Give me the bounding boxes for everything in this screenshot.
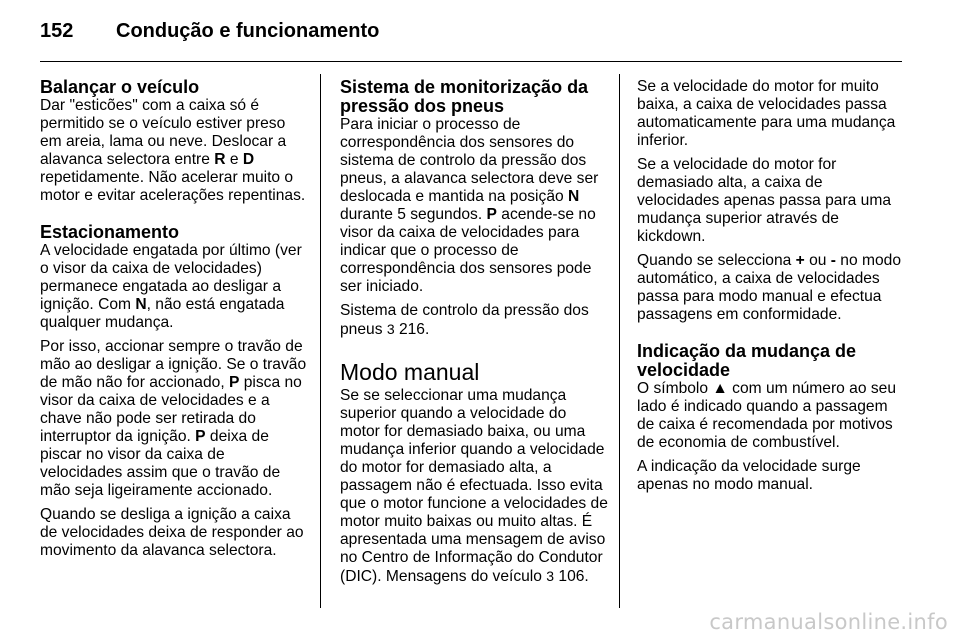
paragraph-estacionamento-1: [40, 242, 308, 332]
gear-letter-n: N: [135, 296, 147, 313]
section-title-balancar: Balançar o veículo: [40, 77, 200, 97]
gear-letter-p: P: [228, 374, 240, 391]
page-reference-arrow-icon: 3: [386, 321, 395, 337]
text-run: Sistema de controlo da pressão dos pneus: [340, 302, 589, 338]
paragraph-indicacao-1: [637, 380, 905, 452]
column-divider-1: [320, 74, 321, 608]
page-number: 152: [40, 20, 74, 42]
column-2: [340, 78, 608, 592]
chapter-title: Condução e funcionamento: [116, 20, 380, 42]
section-title-indicacao-mudanca: Indicação da mudança de velocidade: [637, 341, 857, 380]
text-run: Dar "esticões" com a caixa só é permitido se o veículo estiver preso em areia, lama ou neve. Deslocar a alavanca selectora entre: [40, 97, 287, 168]
text-run: deixa de piscar no visor da caixa de velocidades assim que o travão de mão seja ligeiramente accionado.: [40, 428, 281, 499]
paragraph-manual-3: [637, 252, 905, 324]
text-run: repetidamente. Não acelerar muito o motor e evitar acelerações repentinas.: [40, 169, 306, 204]
text-run: Por isso, accionar sempre o travão de mão ao desligar a ignição. Se o travão de mão não for accionado,: [40, 338, 307, 391]
section-title-pressao-pneus: Sistema de monitorização da pressão dos pneus: [340, 77, 589, 116]
plus-symbol: +: [795, 252, 805, 269]
paragraph-estacionamento-2: [40, 338, 308, 500]
text-run: com um número ao seu lado é indicado quando a passagem de caixa é recomendada por motivos de economia de combustível.: [637, 380, 896, 451]
text-run: Para iniciar o processo de correspondência dos sensores do sistema de controlo da pressão dos pneus, a alavanca selectora deve ser deslocada e mantida na posição: [340, 116, 599, 205]
text-run: O símbolo: [637, 380, 713, 397]
page-reference-link[interactable]: 106.: [554, 568, 589, 585]
text-run: e: [225, 151, 243, 168]
text-run: Se se seleccionar uma mudança superior quando a velocidade do motor for demasiado baixa, ou uma mudança inferior quando a velocidade do motor for demasiado alta, a passagem não é efectuada. Isso evita que o motor funcione a velocidades de motor muito baixas ou muito altas. É apresentada uma mensagem de aviso no Centro de Informação do Condutor (DIC). Mensagens do veículo: [340, 387, 608, 585]
text-run: no modo automático, a caixa de velocidades passa para modo manual e efectua passagens em conformidade.: [637, 252, 901, 323]
column-divider-2: [619, 74, 620, 608]
watermark: carmanualsonline.info: [709, 610, 948, 634]
paragraph-balancar: [40, 97, 308, 205]
paragraph-manual-1: Se a velocidade do motor for muito baixa, a caixa de velocidades passa automaticamente para uma mudança inferior.: [637, 78, 896, 149]
header-rule: [40, 61, 902, 62]
text-run: ou: [804, 252, 831, 269]
upshift-triangle-icon: ▲: [712, 380, 728, 397]
paragraph-modo-manual: [340, 387, 608, 586]
page-reference-arrow-icon: 3: [546, 568, 555, 584]
gear-letter-d: D: [242, 151, 255, 168]
gear-letter-n: N: [568, 188, 580, 205]
paragraph-estacionamento-3: Quando se desliga a ignição a caixa de velocidades deixa de responder ao movimento da alavanca selectora.: [40, 506, 304, 559]
gear-letter-r: R: [214, 151, 226, 168]
paragraph-manual-2: Se a velocidade do motor for demasiado alta, a caixa de velocidades apenas passa para uma mudança superior através de kickdown.: [637, 156, 891, 245]
paragraph-pressao-1: [340, 116, 608, 296]
section-title-modo-manual: Modo manual: [340, 359, 480, 385]
spacer: [340, 345, 608, 359]
gear-letter-p: P: [486, 206, 497, 223]
minus-symbol: -: [830, 252, 836, 269]
text-run: A velocidade engatada por último (ver o visor da caixa de velocidades) permanece engatada ao desligar a ignição. Com: [40, 242, 302, 313]
paragraph-indicacao-2: A indicação da velocidade surge apenas no modo manual.: [637, 458, 861, 493]
text-run: Quando se selecciona: [637, 252, 796, 269]
text-run: pisca no visor da caixa de velocidades e a chave não pode ser retirada do interruptor da ignição.: [40, 374, 302, 445]
paragraph-pressao-2: [340, 302, 608, 339]
text-run: durante 5 segundos.: [340, 206, 487, 223]
column-1: [40, 78, 308, 566]
gear-letter-p: P: [195, 428, 206, 445]
page-header: [0, 0, 960, 64]
page-reference-link[interactable]: 216.: [394, 321, 430, 338]
text-run: , não está engatada qualquer mudança.: [40, 296, 285, 331]
text-run: acende-se no visor da caixa de velocidades para indicar que o processo de correspondência dos sensores pode ser iniciado.: [340, 206, 596, 295]
column-3: [637, 78, 905, 500]
section-title-estacionamento: Estacionamento: [40, 222, 180, 242]
